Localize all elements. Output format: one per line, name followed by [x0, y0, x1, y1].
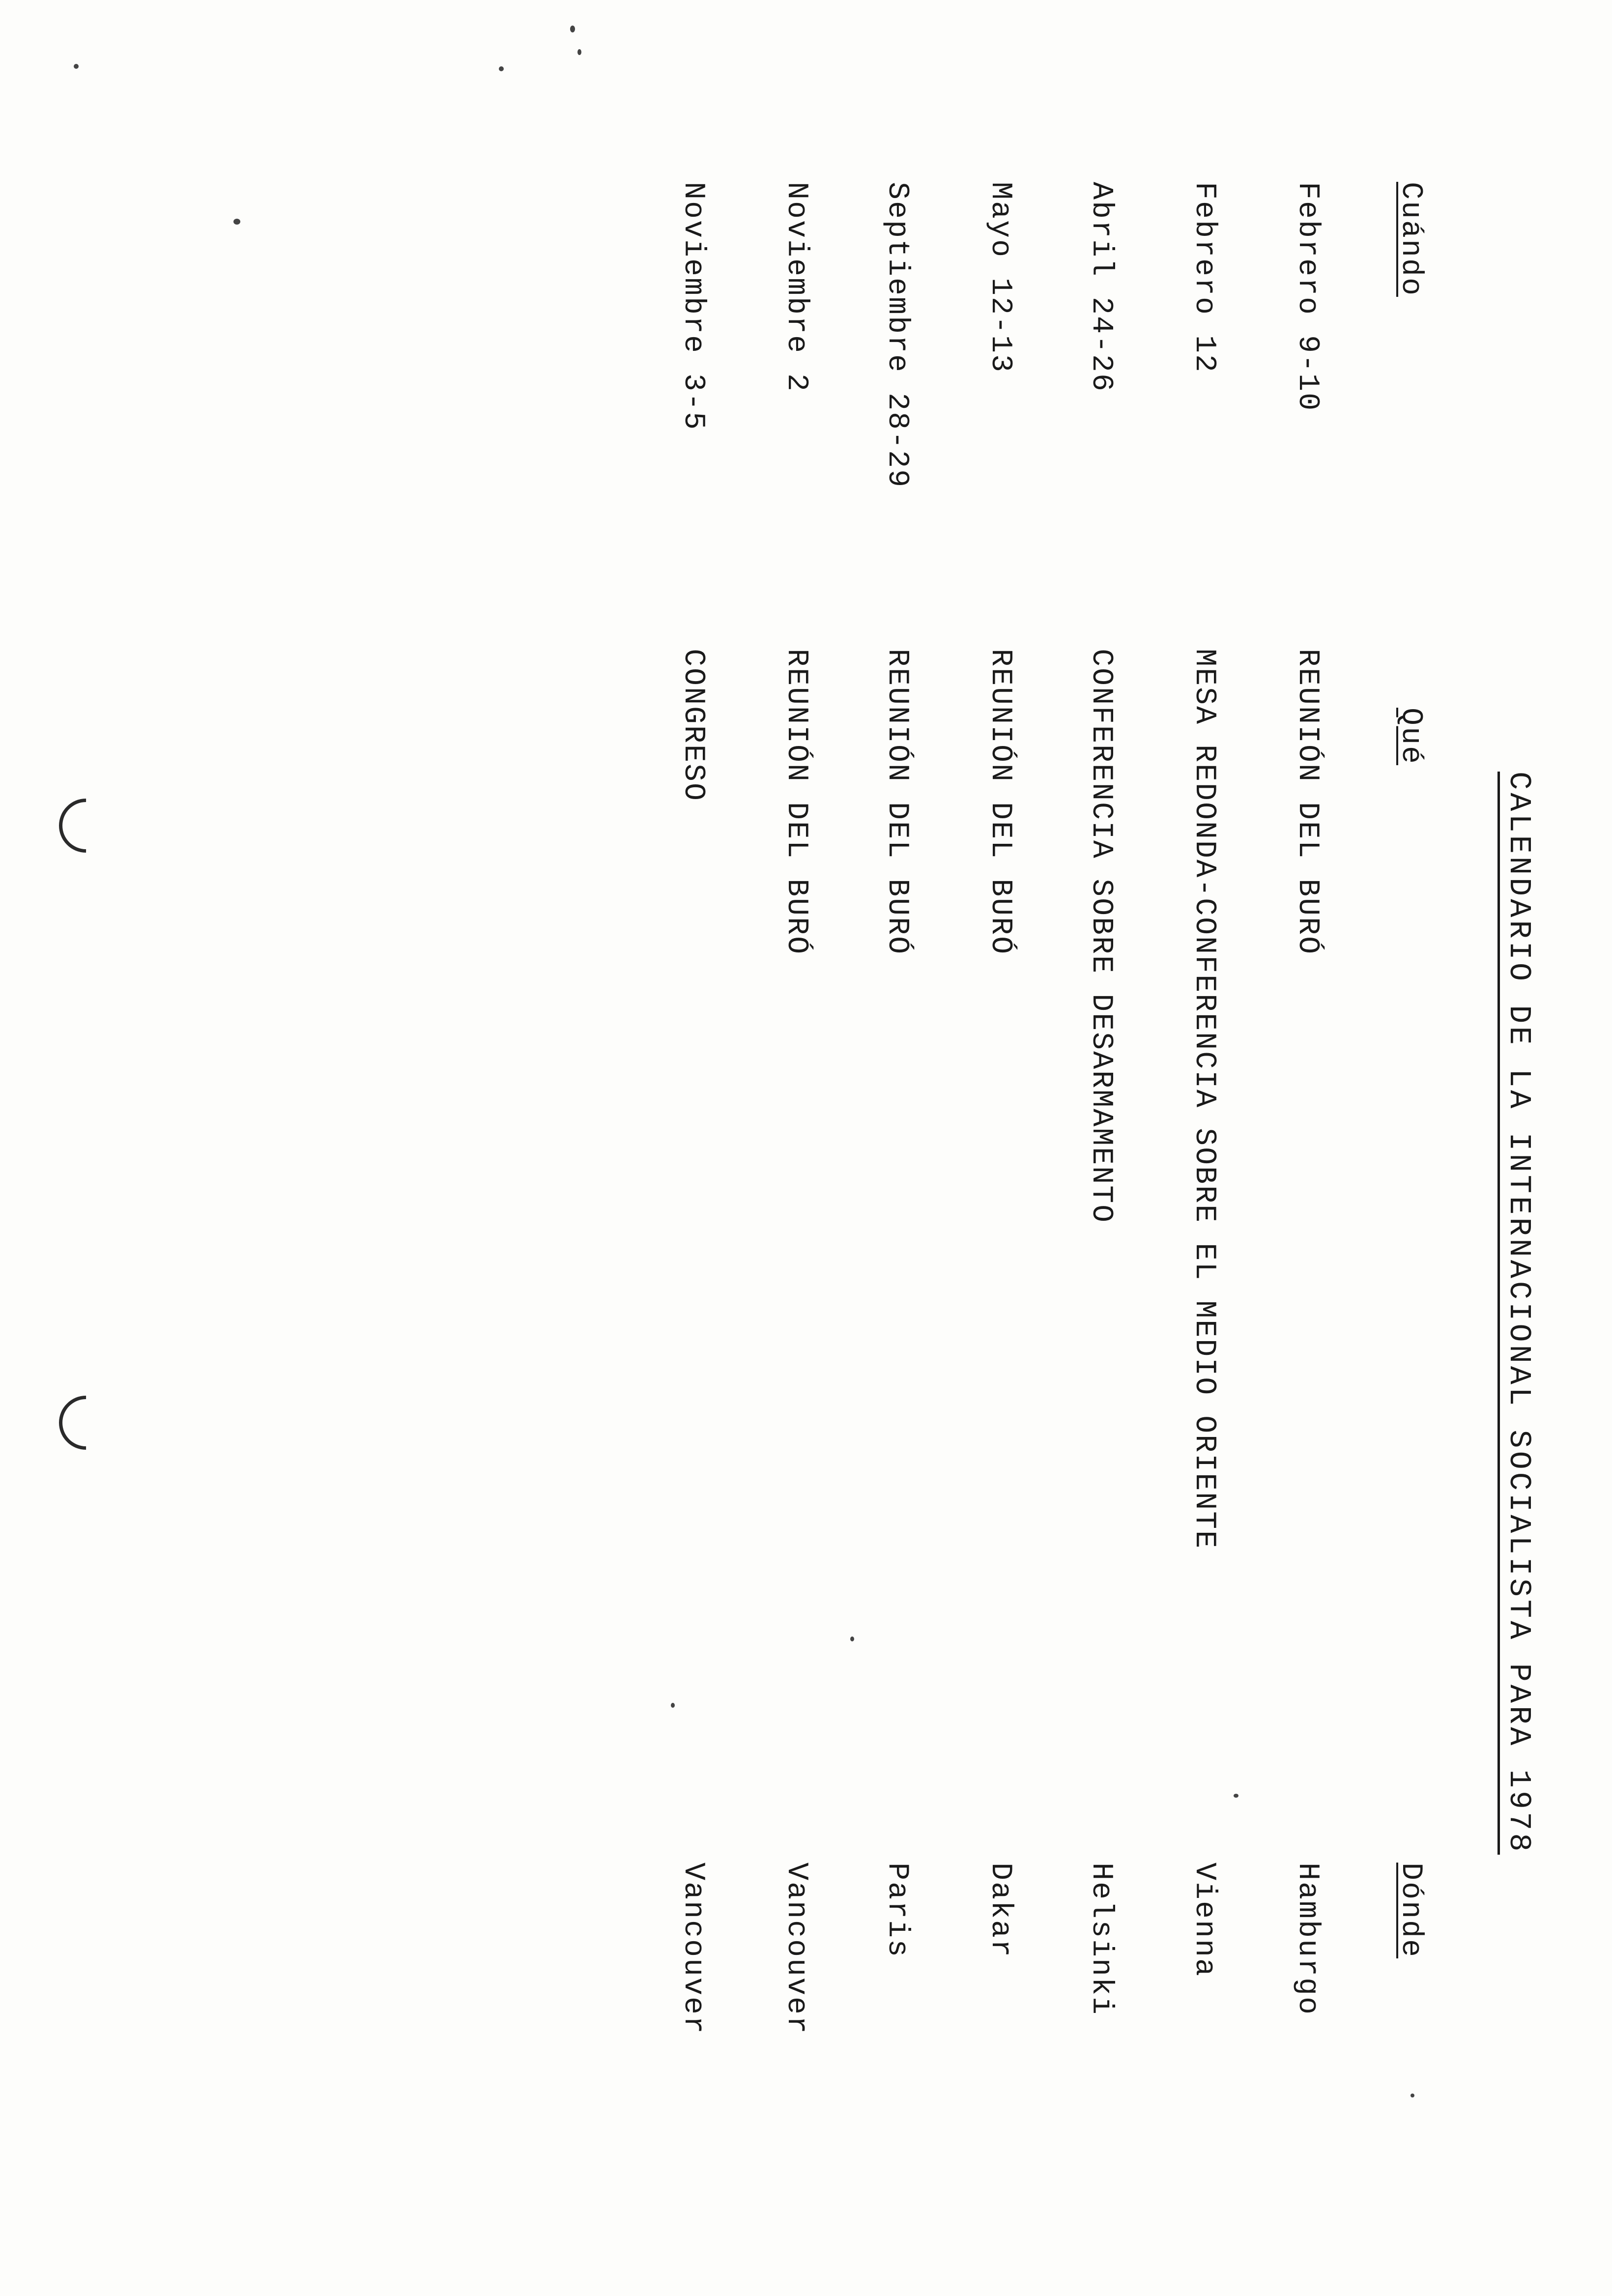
row-when: Noviembre 2	[779, 182, 813, 393]
row-where: Vancouver	[779, 1863, 813, 2036]
row-where: Paris	[880, 1863, 914, 1959]
row-where: Dakar	[983, 1863, 1017, 1959]
row-where: Vancouver	[676, 1863, 710, 2036]
row-when: Mayo 12-13	[983, 182, 1017, 374]
row-where: Hamburgo	[1291, 1863, 1324, 2016]
row-when: Abril 24-26	[1084, 182, 1118, 393]
row-where: Vienna	[1187, 1863, 1221, 1978]
row-when: Noviembre 3-5	[676, 182, 710, 431]
header-where: Dónde	[1394, 1863, 1427, 1959]
row-what: REUNIÓN DEL BURÓ	[1291, 649, 1324, 956]
row-when: Febrero 9-10	[1291, 182, 1324, 412]
row-when: Febrero 12	[1187, 182, 1221, 374]
row-what: REUNIÓN DEL BURÓ	[983, 649, 1017, 956]
header-when: Cuándo	[1394, 182, 1427, 297]
row-where: Helsinki	[1084, 1863, 1118, 2016]
row-what: REUNIÓN DEL BURÓ	[880, 649, 914, 956]
row-when: Septiembre 28-29	[880, 182, 914, 489]
document-title: CALENDARIO DE LA INTERNACIONAL SOCIALISTA PARA 1978	[1497, 772, 1533, 1855]
row-what: CONGRESO	[676, 649, 710, 803]
row-what: MESA REDONDA-CONFERENCIA SOBRE EL MEDIO ORIENTE	[1187, 649, 1221, 1550]
row-what: REUNIÓN DEL BURÓ	[779, 649, 813, 956]
row-what: CONFERENCIA SOBRE DESARMAMENTO	[1084, 649, 1118, 1224]
header-what: Qué	[1394, 708, 1427, 766]
